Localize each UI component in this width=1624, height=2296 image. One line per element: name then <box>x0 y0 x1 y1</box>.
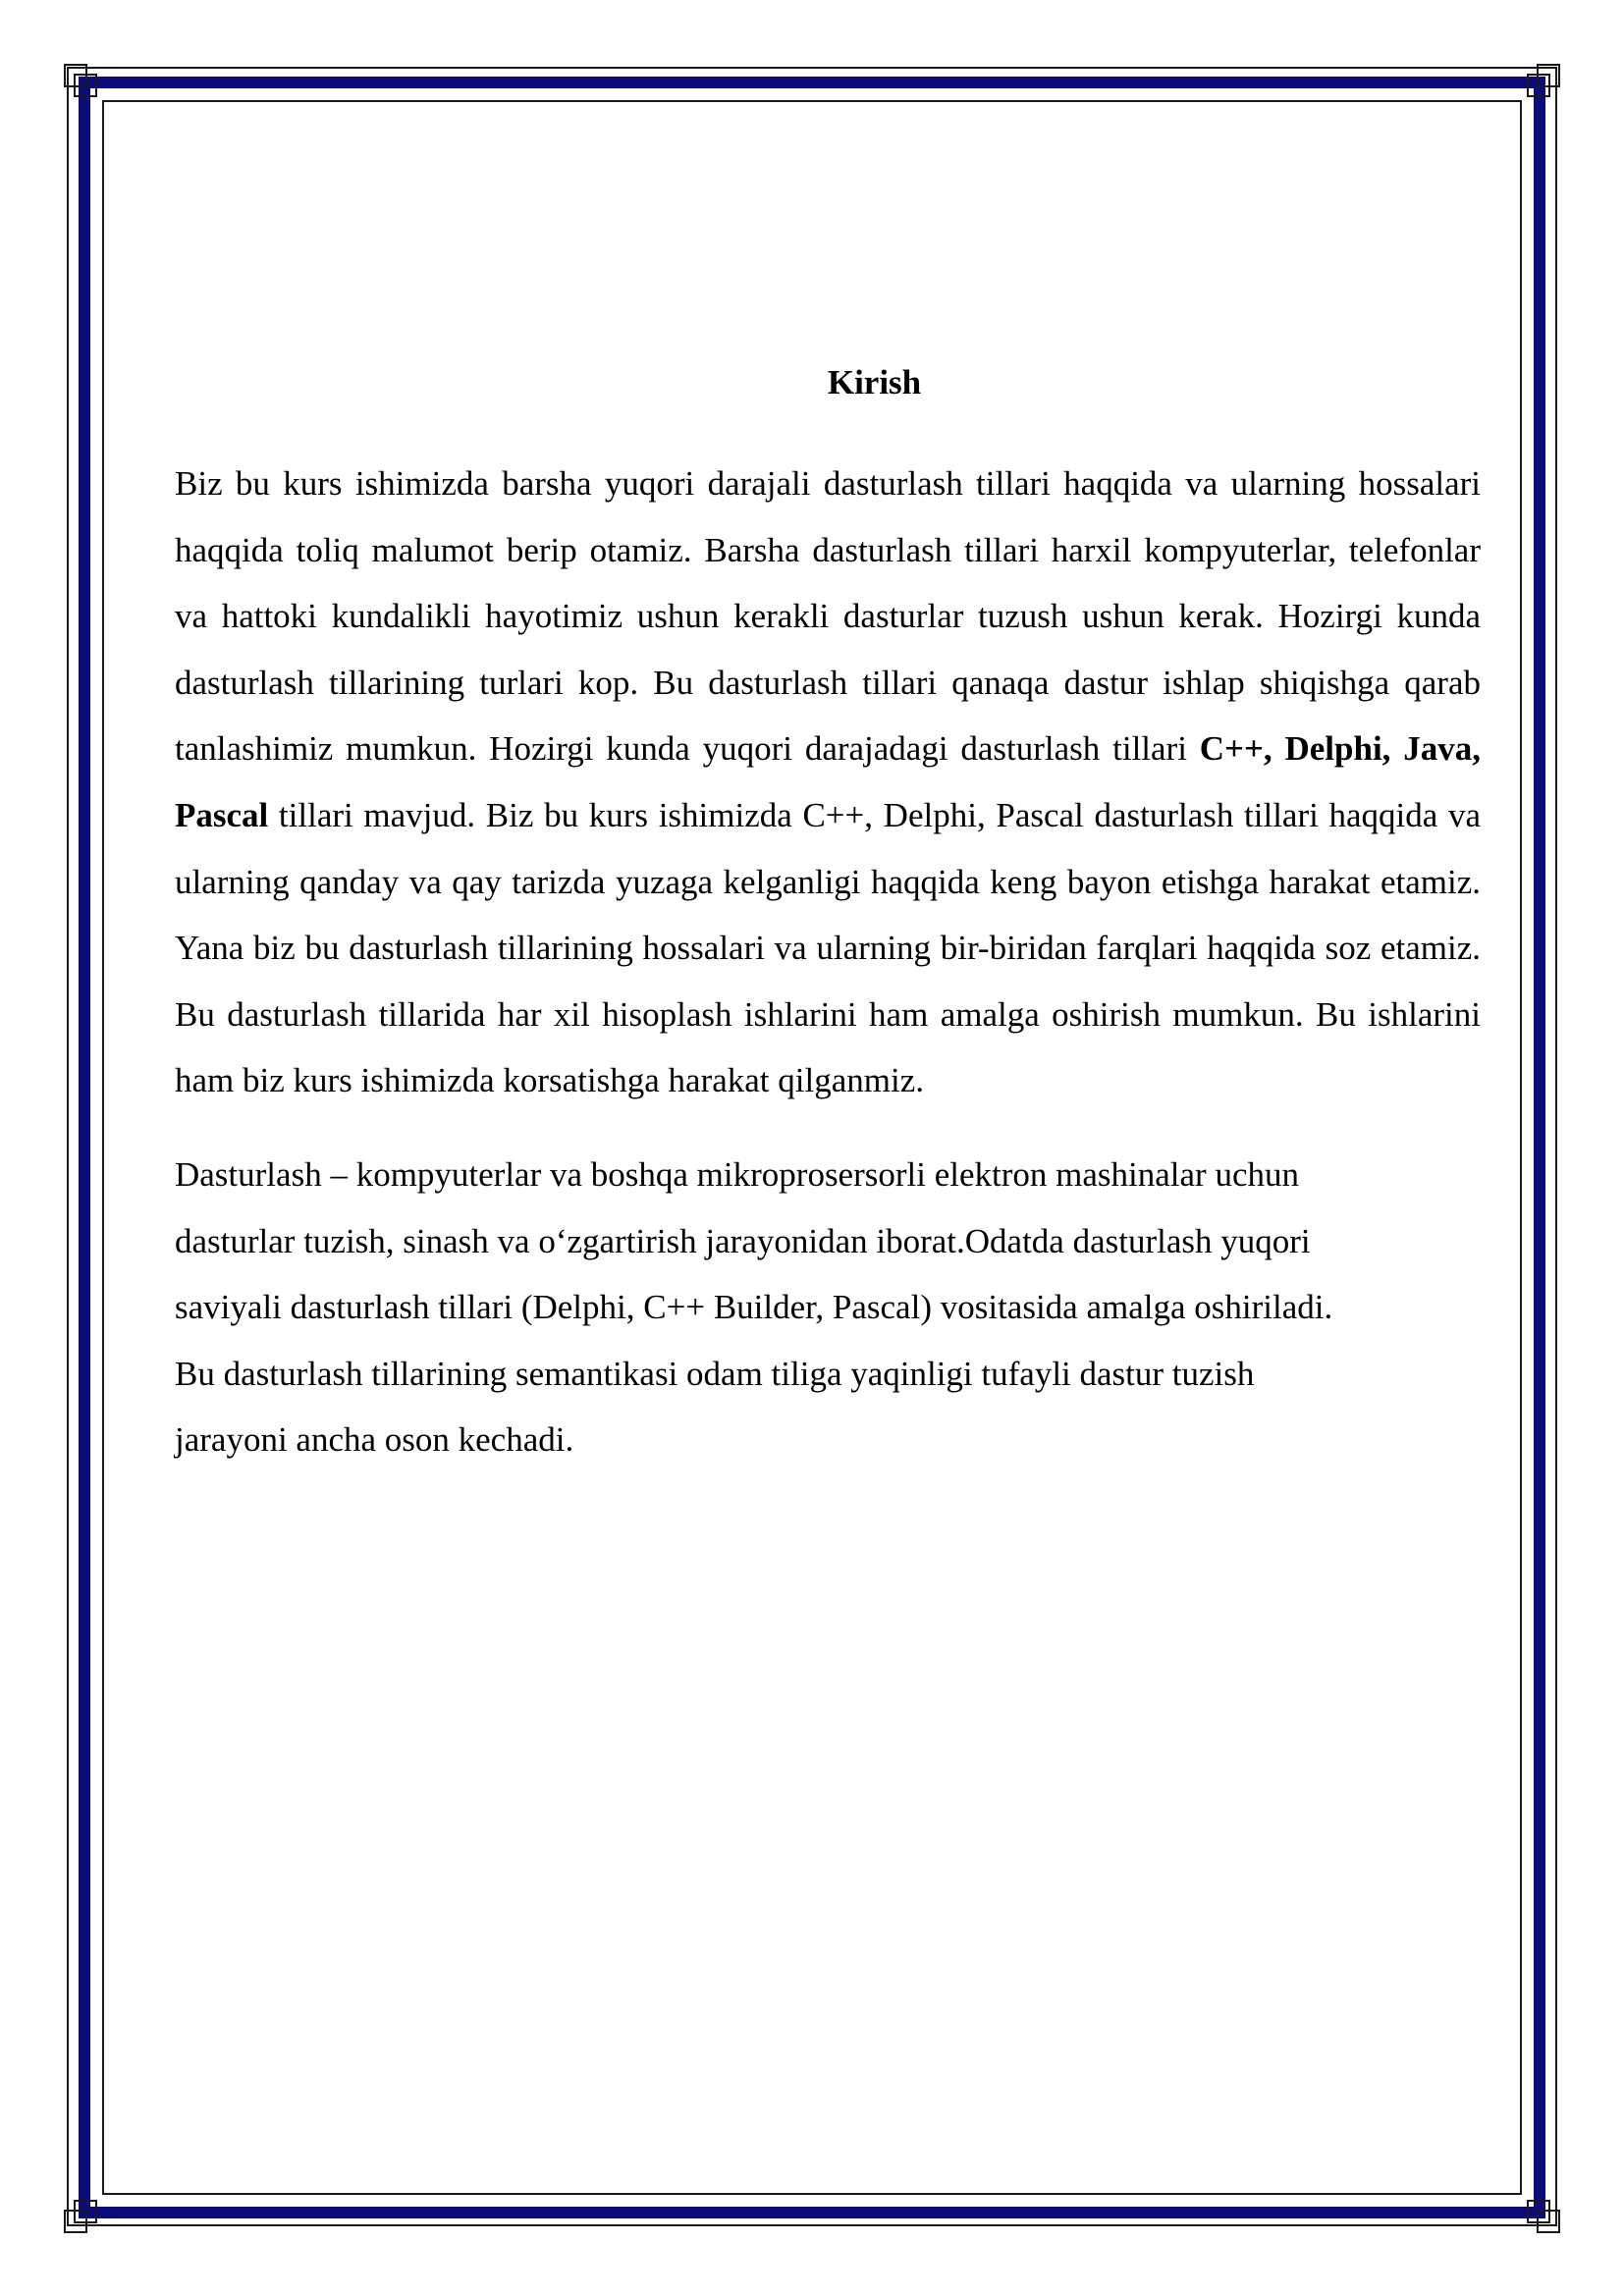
border-corner-ornament <box>63 63 100 100</box>
languages-bold: C++, Delphi, Java, Pascal <box>175 729 1481 834</box>
border-corner-ornament <box>63 2197 100 2234</box>
definition-paragraph <box>175 1142 1481 1473</box>
paragraph-line: jarayoni ancha oson kechadi. <box>175 1420 574 1460</box>
paragraph-line: dasturlar tuzish, sinash va o‘zgartirish jarayonidan iborat.Odatda dasturlash yuqori <box>175 1221 1311 1260</box>
border-corner-ornament <box>1524 63 1561 100</box>
paragraph-line: Bu dasturlash tillarining semantikasi odam tiliga yaqinligi tufayli dastur tuzish <box>175 1354 1255 1393</box>
paragraph-line: Dasturlash – kompyuterlar va boshqa mikroprosersorli elektron mashinalar uchun <box>175 1154 1299 1194</box>
intro-paragraph <box>175 451 1481 1114</box>
intro-text-part2: tillari mavjud. Biz bu kurs ishimizda C++, Delphi, Pascal dasturlash tillari haqqida va ularning qanday va qay tarizda yuzaga kelganligi haqqida keng bayon etishga harakat etamiz. Yana biz bu dasturlash tillarining hossalari va ularning bir-biridan farqlari haqqida soz etamiz. Bu dasturlash tillarida har xil hisoplash ishlarini ham amalga oshirish mumkun. Bu ishlarini ham biz kurs ishimizda korsatishga harakat qilganmiz. <box>175 795 1481 1100</box>
intro-text-part1: Biz bu kurs ishimizda barsha yuqori darajali dasturlash tillari haqqida va ularning hossalari haqqida toliq malumot berip otamiz. Barsha dasturlash tillari harxil kompyuterlar, telefonlar va hattoki kundalikli hayotimiz ushun kerakli dasturlar tuzush ushun kerak. Hozirgi kunda dasturlash tillarining turlari kop. Bu dasturlash tillari qanaqa dastur ishlap shiqishga qarab tanlashimiz mumkun. Hozirgi kunda yuqori darajadagi dasturlash tillari <box>175 464 1481 769</box>
paragraph-line: saviyali dasturlash tillari (Delphi, C++ Builder, Pascal) vositasida amalga oshiriladi. <box>175 1288 1333 1327</box>
section-heading: Kirish <box>827 363 922 401</box>
document-body <box>175 358 1481 1473</box>
border-corner-ornament <box>1524 2197 1561 2234</box>
